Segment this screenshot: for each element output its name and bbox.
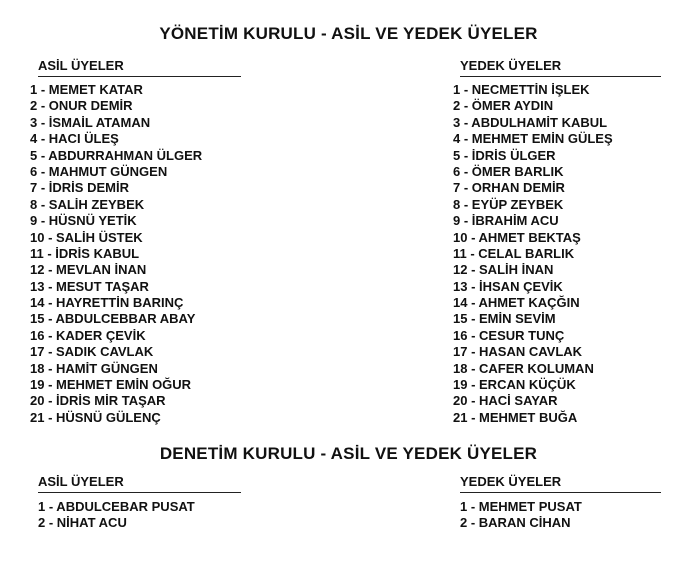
yonetim-asil-list (30, 82, 202, 426)
denetim-yedek-header: YEDEK ÜYELER (460, 474, 661, 493)
yonetim-title: YÖNETİM KURULU - ASİL VE YEDEK ÜYELER (159, 24, 538, 43)
list-item: 3 - İSMAİL ATAMAN (30, 114, 151, 130)
list-item: 17 - HASAN CAVLAK (453, 344, 583, 360)
list-item: 8 - SALİH ZEYBEK (30, 196, 145, 212)
list-item: 21 - HÜSNÜ GÜLENÇ (30, 409, 161, 425)
list-item: 18 - HAMİT GÜNGEN (30, 360, 158, 376)
list-item: 17 - SADIK CAVLAK (30, 344, 154, 360)
list-item: 18 - CAFER KOLUMAN (453, 360, 594, 376)
denetim-asil-header: ASİL ÜYELER (38, 474, 241, 493)
list-item: 11 - CELAL BARLIK (453, 245, 575, 261)
list-item: 2 - ONUR DEMİR (30, 98, 133, 114)
list-item: 6 - ÖMER BARLIK (453, 163, 564, 179)
list-item: 4 - MEHMET EMİN GÜLEŞ (453, 131, 613, 147)
list-item: 15 - ABDULCEBBAR ABAY (30, 311, 196, 327)
list-item: 2 - NİHAT ACU (38, 515, 127, 531)
list-item: 10 - AHMET BEKTAŞ (453, 229, 581, 245)
list-item: 5 - İDRİS ÜLGER (453, 147, 556, 163)
list-item: 14 - HAYRETTİN BARINÇ (30, 295, 184, 311)
list-item: 2 - ÖMER AYDIN (453, 98, 554, 114)
list-item: 3 - ABDULHAMİT KABUL (453, 114, 608, 130)
list-item: 20 - HACİ SAYAR (453, 393, 558, 409)
list-item: 11 - İDRİS KABUL (30, 245, 140, 261)
list-item: 5 - ABDURRAHMAN ÜLGER (30, 147, 203, 163)
list-item: 4 - HACI ÜLEŞ (30, 131, 119, 147)
list-item: 9 - HÜSNÜ YETİK (30, 213, 137, 229)
list-item: 1 - MEMET KATAR (30, 82, 143, 97)
list-item: 16 - CESUR TUNÇ (453, 327, 565, 343)
yonetim-asil-header: ASİL ÜYELER (38, 58, 241, 77)
list-item: 20 - İDRİS MİR TAŞAR (30, 393, 166, 409)
list-item: 1 - NECMETTİN İŞLEK (453, 82, 590, 97)
list-item: 10 - SALİH ÜSTEK (30, 229, 143, 245)
list-item: 21 - MEHMET BUĞA (453, 409, 578, 425)
list-item: 7 - ORHAN DEMİR (453, 180, 565, 196)
list-item: 6 - MAHMUT GÜNGEN (30, 163, 168, 179)
list-item: 19 - MEHMET EMİN OĞUR (30, 377, 192, 393)
yonetim-yedek-list (453, 82, 613, 426)
denetim-title: DENETİM KURULU - ASİL VE YEDEK ÜYELER (159, 444, 538, 463)
list-item: 2 - BARAN CİHAN (460, 515, 571, 531)
list-item: 1 - MEHMET PUSAT (460, 499, 582, 514)
denetim-yedek-list (460, 499, 582, 532)
list-item: 1 - ABDULCEBAR PUSAT (38, 499, 195, 514)
list-item: 9 - İBRAHİM ACU (453, 213, 559, 229)
list-item: 15 - EMİN SEVİM (453, 311, 556, 327)
yonetim-yedek-header: YEDEK ÜYELER (460, 58, 661, 77)
list-item: 13 - MESUT TAŞAR (30, 278, 149, 294)
list-item: 7 - İDRİS DEMİR (30, 180, 129, 196)
list-item: 19 - ERCAN KÜÇÜK (453, 377, 576, 393)
list-item: 12 - MEVLAN İNAN (30, 262, 147, 278)
list-item: 16 - KADER ÇEVİK (30, 327, 146, 343)
list-item: 14 - AHMET KAÇĞIN (453, 295, 580, 311)
list-item: 13 - İHSAN ÇEVİK (453, 278, 563, 294)
denetim-asil-list (38, 499, 195, 532)
list-item: 8 - EYÜP ZEYBEK (453, 196, 564, 212)
list-item: 12 - SALİH İNAN (453, 262, 554, 278)
